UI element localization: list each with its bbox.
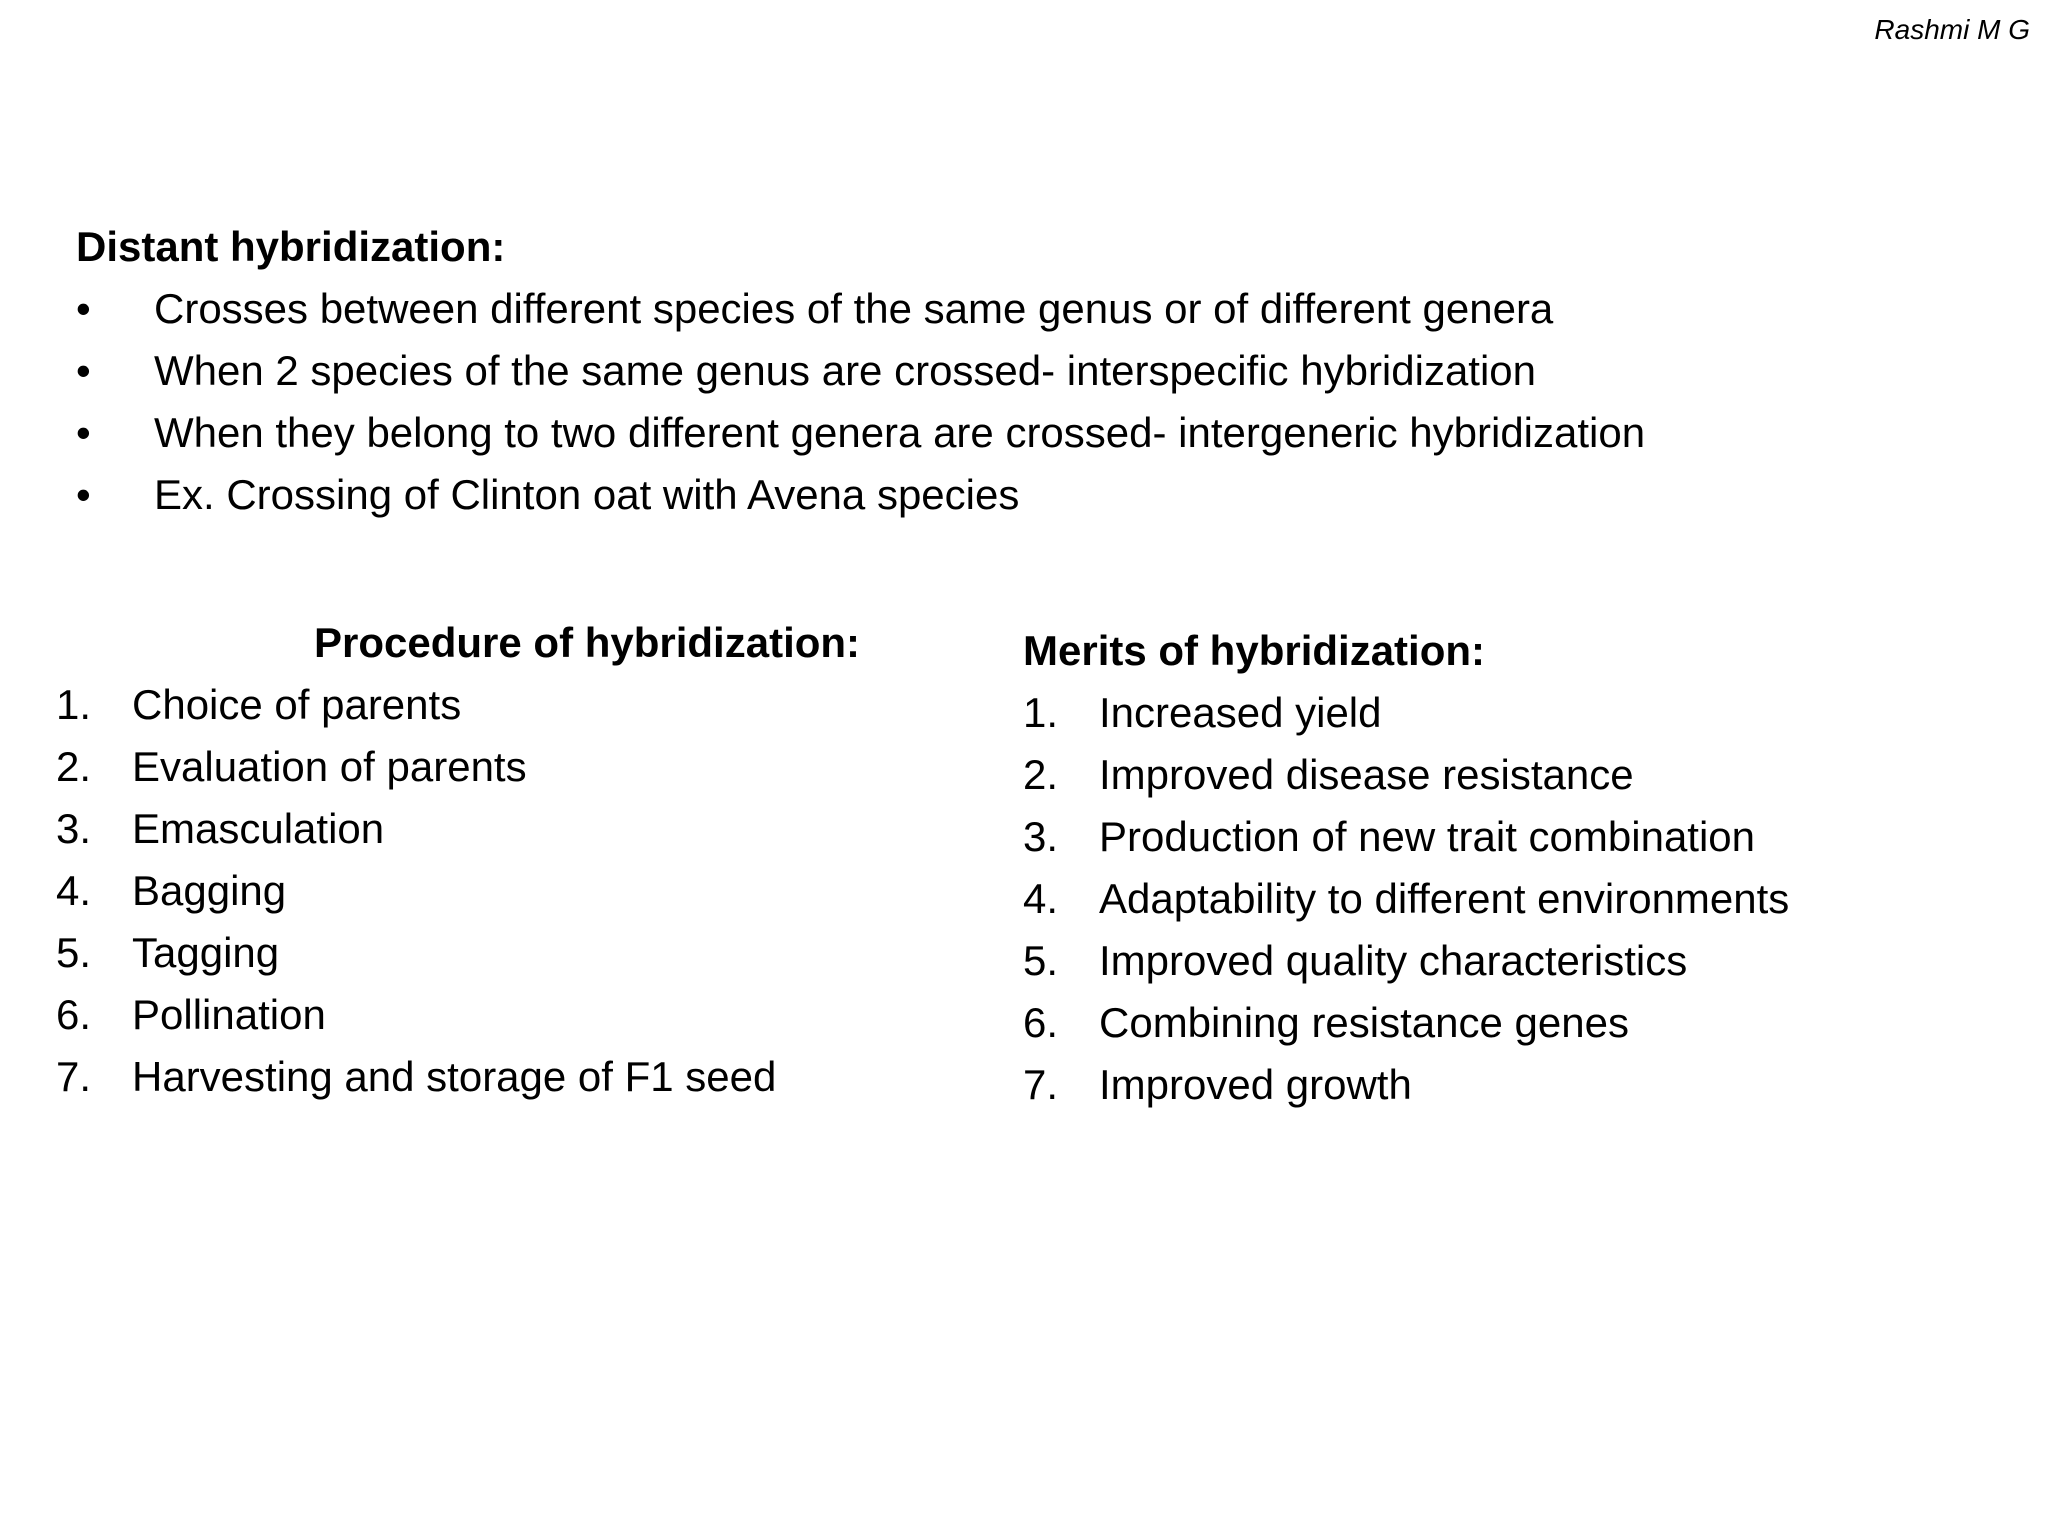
list-item-text: Production of new trait combination <box>1099 813 1756 860</box>
bullet-marker: • <box>76 347 91 394</box>
list-item-text: When 2 species of the same genus are crossed- interspecific hybridization <box>154 347 1537 394</box>
list-item <box>1023 744 1789 806</box>
list-item-text: Tagging <box>132 929 280 976</box>
list-item-text: Pollination <box>132 991 326 1038</box>
list-item <box>56 984 860 1046</box>
list-item-text: Improved disease resistance <box>1099 751 1634 798</box>
list-item-text: Harvesting and storage of F1 seed <box>132 1053 777 1100</box>
list-item <box>1023 930 1789 992</box>
list-number: 7. <box>56 1053 92 1100</box>
list-item-text: Adaptability to different environments <box>1099 875 1790 922</box>
list-number: 4. <box>56 867 92 914</box>
list-item-text: Improved growth <box>1099 1061 1412 1108</box>
list-item-text: Crosses between different species of the same genus or of different genera <box>154 285 1554 332</box>
list-number: 3. <box>1023 813 1059 860</box>
list-item <box>1023 806 1789 868</box>
list-number: 6. <box>56 991 92 1038</box>
list-item <box>1023 992 1789 1054</box>
procedure-section <box>56 612 860 1108</box>
distant-hybridization-heading: Distant hybridization: <box>76 223 506 270</box>
author-name: Rashmi M G <box>1874 14 2030 45</box>
list-item <box>76 464 1645 526</box>
list-number: 2. <box>56 743 92 790</box>
procedure-heading: Procedure of hybridization: <box>314 619 861 666</box>
list-number: 2. <box>1023 751 1059 798</box>
list-item-text: When they belong to two different genera are crossed- intergeneric hybridization <box>154 409 1646 456</box>
list-number: 3. <box>56 805 92 852</box>
list-item <box>56 674 860 736</box>
list-item <box>56 798 860 860</box>
list-number: 1. <box>56 681 92 728</box>
list-item-text: Evaluation of parents <box>132 743 527 790</box>
list-item <box>76 402 1645 464</box>
list-item-text: Choice of parents <box>132 681 462 728</box>
bullet-marker: • <box>76 471 91 518</box>
list-item <box>76 340 1645 402</box>
list-item <box>56 1046 860 1108</box>
distant-hybridization-list <box>76 278 1645 526</box>
list-number: 4. <box>1023 875 1059 922</box>
list-item-text: Emasculation <box>132 805 385 852</box>
bullet-marker: • <box>76 285 91 332</box>
list-item <box>56 736 860 798</box>
list-item <box>76 278 1645 340</box>
list-number: 6. <box>1023 999 1059 1046</box>
procedure-list <box>56 674 860 1108</box>
merits-section <box>1023 620 1789 1116</box>
list-item-text: Combining resistance genes <box>1099 999 1629 1046</box>
list-item <box>1023 868 1789 930</box>
list-item-text: Ex. Crossing of Clinton oat with Avena species <box>154 471 1020 518</box>
list-item-text: Increased yield <box>1099 689 1382 736</box>
list-item <box>56 860 860 922</box>
merits-list <box>1023 682 1789 1116</box>
bullet-marker: • <box>76 409 91 456</box>
list-number: 1. <box>1023 689 1059 736</box>
list-item <box>1023 682 1789 744</box>
list-item-text: Improved quality characteristics <box>1099 937 1688 984</box>
list-number: 7. <box>1023 1061 1059 1108</box>
list-number: 5. <box>56 929 92 976</box>
list-item <box>56 922 860 984</box>
list-number: 5. <box>1023 937 1059 984</box>
list-item <box>1023 1054 1789 1116</box>
distant-hybridization-section <box>76 216 1645 526</box>
merits-heading: Merits of hybridization: <box>1023 627 1485 674</box>
list-item-text: Bagging <box>132 867 287 914</box>
